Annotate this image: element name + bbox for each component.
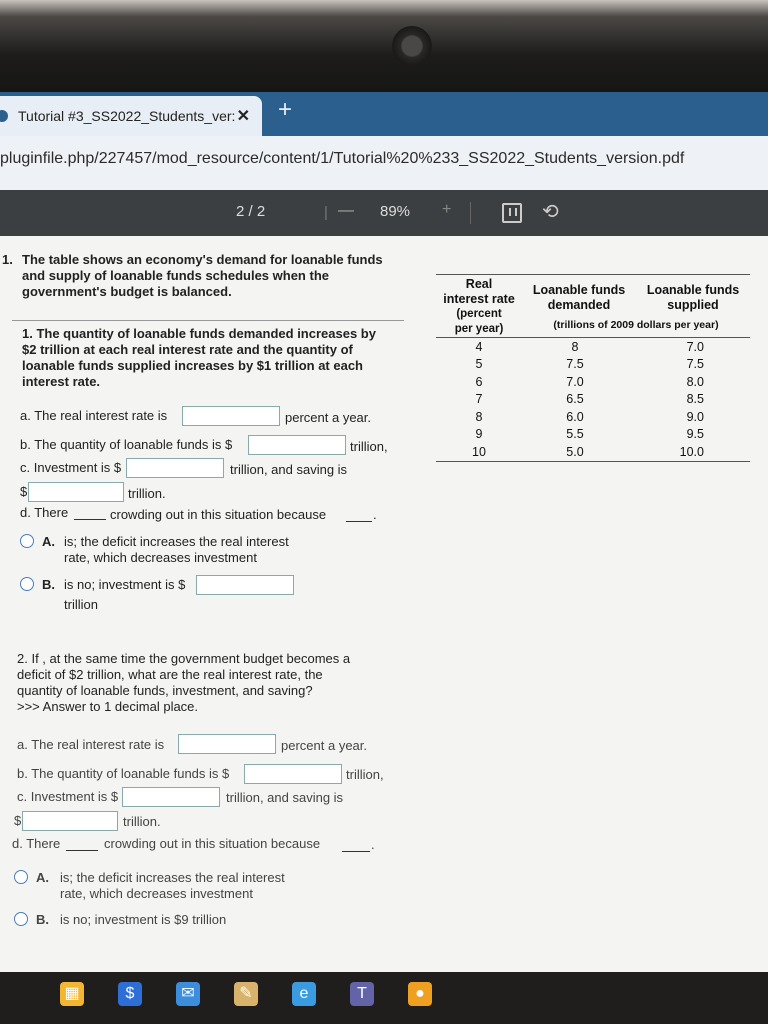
part2-prompt-1: 2. If , at the same time the government budget becomes a xyxy=(17,651,351,666)
p1-c-suffix: trillion, and saving is xyxy=(230,462,348,477)
zoom-level[interactable]: 89% xyxy=(380,203,411,220)
divider xyxy=(12,320,404,321)
p1-option-b-radio[interactable] xyxy=(20,577,34,591)
p1-b-label: b. The quantity of loanable funds is $ xyxy=(20,437,233,452)
p1-option-a-key: A. xyxy=(42,534,55,549)
page-indicator[interactable]: 2 / 2 xyxy=(236,203,266,220)
cell-demanded: 7.0 xyxy=(566,374,584,389)
p1-a-suffix: percent a year. xyxy=(285,410,371,425)
teams-icon[interactable]: T xyxy=(350,982,374,1006)
p2-option-a-key: A. xyxy=(36,870,49,885)
cell-demanded: 7.5 xyxy=(566,357,584,372)
url-text[interactable]: pluginfile.php/227457/mod_resource/content/1/Tutorial%20%233_SS2022_Students_version.pdf xyxy=(0,150,685,167)
chrome-icon[interactable]: ● xyxy=(408,982,432,1006)
zoom-in-button[interactable]: + xyxy=(442,201,452,218)
intro-line-2: and supply of loanable funds schedules when the xyxy=(22,268,329,283)
col-header-rate: Real interest rate (percent per year) xyxy=(443,277,515,335)
p2-loanable-funds-input[interactable] xyxy=(244,764,342,784)
p1-option-a-radio[interactable] xyxy=(20,534,34,548)
p2-trillion: trillion. xyxy=(123,814,161,829)
money-app-icon[interactable]: $ xyxy=(118,982,142,1006)
cell-demanded: 6.0 xyxy=(566,409,584,424)
p2-c-suffix: trillion, and saving is xyxy=(226,790,344,805)
mail-icon[interactable]: ✉ xyxy=(176,982,200,1006)
cell-rate: 7 xyxy=(475,392,483,407)
p2-option-b-key: B. xyxy=(36,912,49,927)
cell-demanded: 5.5 xyxy=(566,427,584,442)
p2-option-b-text: is no; investment is $9 trillion xyxy=(60,912,227,927)
browser-tab-bar xyxy=(0,92,768,136)
toolbar-separator: | xyxy=(324,204,328,221)
p2-option-a-text-1: is; the deficit increases the real interest xyxy=(60,870,285,885)
p1-d-label: d. There xyxy=(20,505,69,520)
address-bar[interactable] xyxy=(0,136,768,190)
p1-investment-input[interactable] xyxy=(126,458,224,478)
p2-d-label: d. There xyxy=(12,836,61,851)
zoom-out-button[interactable]: — xyxy=(338,202,354,219)
p2-b-suffix: trillion, xyxy=(346,767,384,782)
p2-d-end: . xyxy=(371,837,375,852)
p2-option-b-radio[interactable] xyxy=(14,912,28,926)
table-body xyxy=(436,338,750,462)
p2-d-blank-2[interactable] xyxy=(342,851,370,852)
tab-title: Tutorial #3_SS2022_Students_ver: xyxy=(18,108,236,124)
pdf-page xyxy=(0,236,768,972)
p1-d-blank-2[interactable] xyxy=(346,521,372,522)
cell-demanded: 6.5 xyxy=(566,392,584,407)
p1-a-label: a. The real interest rate is xyxy=(20,408,168,423)
p1-option-a-text-2: rate, which decreases investment xyxy=(64,550,257,565)
p2-option-a-radio[interactable] xyxy=(14,870,28,884)
p1-option-b-trillion: trillion xyxy=(64,597,98,612)
col-header-demanded: Loanable funds demanded xyxy=(532,282,626,312)
taskbar xyxy=(0,972,768,1024)
p2-option-a-text-2: rate, which decreases investment xyxy=(60,886,253,901)
p2-c-label: c. Investment is $ xyxy=(17,789,119,804)
cell-supplied: 8.5 xyxy=(686,392,704,407)
pdf-toolbar xyxy=(0,190,768,236)
webcam xyxy=(392,26,432,66)
new-tab-button[interactable]: + xyxy=(278,96,293,123)
cell-supplied: 8.0 xyxy=(686,374,704,389)
cell-supplied: 7.0 xyxy=(686,339,704,354)
table-row xyxy=(436,443,750,461)
cell-demanded: 5.0 xyxy=(566,444,584,459)
p1-option-b-text: is no; investment is $ xyxy=(64,577,186,592)
cell-rate: 8 xyxy=(475,409,483,424)
col-header-supplied: Loanable funds supplied xyxy=(646,282,740,312)
fit-page-icon[interactable] xyxy=(502,203,522,223)
p1-saving-input[interactable] xyxy=(28,482,124,502)
part1-prompt-1: 1. The quantity of loanable funds demanded increases by xyxy=(22,326,376,341)
p2-investment-input[interactable] xyxy=(122,787,220,807)
p2-a-suffix: percent a year. xyxy=(281,738,367,753)
p1-c-label: c. Investment is $ xyxy=(20,460,122,475)
cell-rate: 6 xyxy=(475,374,483,389)
p2-b-label: b. The quantity of loanable funds is $ xyxy=(17,766,230,781)
p2-d-mid: crowding out in this situation because xyxy=(104,836,321,851)
tab-close-icon[interactable]: ✕ xyxy=(236,108,250,125)
p1-d-end: . xyxy=(373,507,377,522)
cell-rate: 5 xyxy=(475,357,483,372)
edge-icon[interactable]: e xyxy=(292,982,316,1006)
table-row xyxy=(436,426,750,444)
laptop-bezel xyxy=(0,0,768,92)
loanable-funds-table xyxy=(436,274,750,462)
table-row xyxy=(436,373,750,391)
question-number: 1. xyxy=(2,252,13,267)
table-row xyxy=(436,391,750,409)
cell-demanded: 8 xyxy=(571,339,579,354)
rotate-icon[interactable]: ⟲ xyxy=(542,201,559,223)
p1-d-blank-1[interactable] xyxy=(74,519,106,520)
p1-option-b-key: B. xyxy=(42,577,55,592)
part1-prompt-3: loanable funds supplied increases by $1 trillion at each xyxy=(22,358,363,373)
browser-tab[interactable] xyxy=(0,96,262,136)
intro-line-1: The table shows an economy's demand for loanable funds xyxy=(22,252,383,267)
p1-loanable-funds-input[interactable] xyxy=(248,435,346,455)
table-row xyxy=(436,356,750,374)
cell-supplied: 7.5 xyxy=(686,357,704,372)
p1-b-suffix: trillion, xyxy=(350,439,388,454)
cell-supplied: 9.5 xyxy=(686,427,704,442)
p2-saving-input[interactable] xyxy=(22,811,118,831)
cell-rate: 4 xyxy=(475,339,483,354)
cell-supplied: 9.0 xyxy=(686,409,704,424)
intro-line-3: government's budget is balanced. xyxy=(22,284,232,299)
toolbar-divider xyxy=(470,202,471,224)
part2-prompt-2: deficit of $2 trillion, what are the real interest rate, the xyxy=(17,667,323,682)
part2-prompt-3: quantity of loanable funds, investment, and saving? xyxy=(17,683,313,698)
p1-dollar: $ xyxy=(20,484,28,499)
p1-option-b-input[interactable] xyxy=(196,575,294,595)
p1-option-a-text-1: is; the deficit increases the real interest xyxy=(64,534,289,549)
p1-d-mid: crowding out in this situation because xyxy=(110,507,327,522)
table-row xyxy=(436,408,750,426)
part2-prompt-4: >>> Answer to 1 decimal place. xyxy=(17,699,199,714)
cell-supplied: 10.0 xyxy=(679,444,704,459)
paint-icon[interactable]: ✎ xyxy=(234,982,258,1006)
cell-rate: 9 xyxy=(475,427,483,442)
p2-interest-rate-input[interactable] xyxy=(178,734,276,754)
p1-interest-rate-input[interactable] xyxy=(182,406,280,426)
units-header: (trillions of 2009 dollars per year) xyxy=(553,319,719,332)
table-row xyxy=(436,338,750,356)
part1-prompt-2: $2 trillion at each real interest rate and the quantity of xyxy=(22,342,353,357)
tab-favicon-icon xyxy=(0,110,8,122)
p2-d-blank-1[interactable] xyxy=(66,850,98,851)
p1-trillion: trillion. xyxy=(128,486,166,501)
p2-dollar: $ xyxy=(14,813,22,828)
file-explorer-icon[interactable]: ▦ xyxy=(60,982,84,1006)
cell-rate: 10 xyxy=(472,444,486,459)
p2-a-label: a. The real interest rate is xyxy=(17,737,165,752)
part1-prompt-4: interest rate. xyxy=(22,374,101,389)
